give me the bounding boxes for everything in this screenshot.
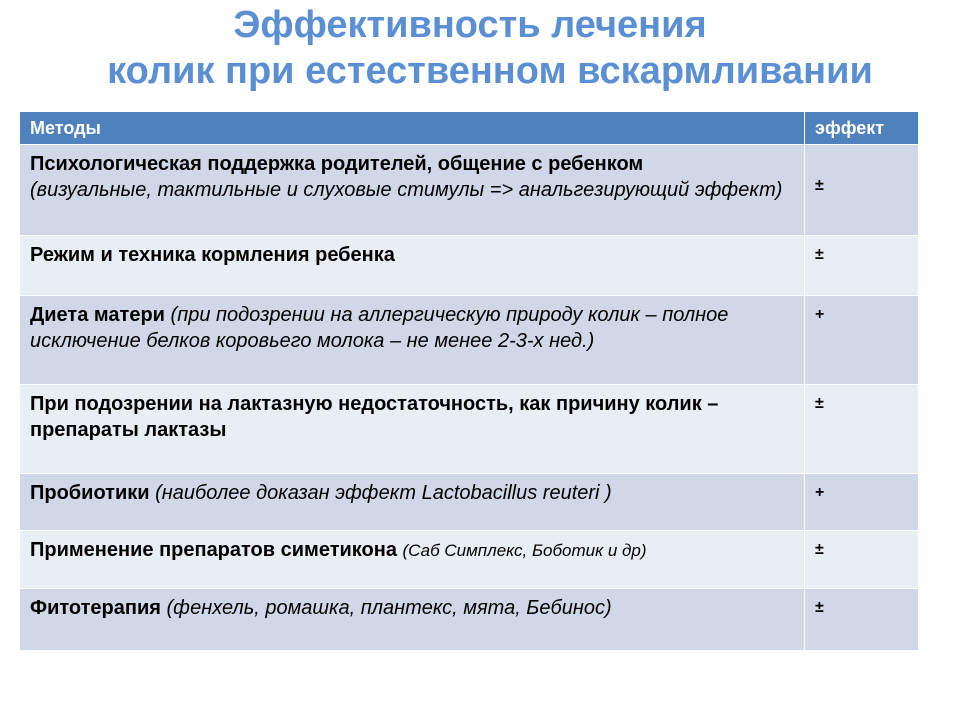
method-note: (Саб Симплекс, Боботик и др) xyxy=(402,541,647,560)
slide-title-line-1: Эффективность лечения xyxy=(233,4,707,46)
method-name: Режим и техника кормления ребенка xyxy=(30,244,395,266)
table-row xyxy=(20,474,919,531)
table-row xyxy=(20,531,919,589)
method-name: Применение препаратов симетикона xyxy=(30,539,397,561)
method-cell xyxy=(20,296,805,385)
effect-cell: ± xyxy=(805,385,919,474)
effect-cell: ± xyxy=(805,236,919,296)
table-header-row xyxy=(20,112,919,145)
header-methods: Методы xyxy=(20,112,805,145)
effect-cell: + xyxy=(805,296,919,385)
table-row xyxy=(20,589,919,651)
method-cell xyxy=(20,531,805,589)
method-cell xyxy=(20,474,805,531)
slide-title-line-2: колик при естественном вскармливании xyxy=(107,50,873,92)
effect-cell: ± xyxy=(805,589,919,651)
effect-cell: ± xyxy=(805,145,919,236)
method-cell xyxy=(20,145,805,236)
method-name: Психологическая поддержка родителей, общение с ребенком xyxy=(30,153,644,175)
method-name: Пробиотики xyxy=(30,482,150,504)
table-row xyxy=(20,385,919,474)
effect-cell: + xyxy=(805,474,919,531)
header-effect: эффект xyxy=(805,112,919,145)
method-note: (наиболее доказан эффект Lactobacillus reuteri ) xyxy=(155,482,612,504)
treatment-methods-table xyxy=(19,111,919,651)
table-row xyxy=(20,236,919,296)
method-name: При подозрении на лактазную недостаточность, как причину колик –препараты лактазы xyxy=(30,393,719,441)
method-note: (при подозрении на аллергическую природу колик – полное исключение белков коровьего молока – не менее 2-3-х нед.) xyxy=(30,304,729,352)
table-row xyxy=(20,296,919,385)
slide-title xyxy=(0,2,960,94)
method-cell xyxy=(20,589,805,651)
effect-cell: ± xyxy=(805,531,919,589)
method-note: (фенхель, ромашка, плантекс, мята, Бебинос) xyxy=(166,597,612,619)
method-name: Диета матери xyxy=(30,304,165,326)
method-note: (визуальные, тактильные и слуховые стимулы => анальгезирующий эффект) xyxy=(30,179,783,201)
method-cell xyxy=(20,236,805,296)
table-row xyxy=(20,145,919,236)
method-cell xyxy=(20,385,805,474)
method-name: Фитотерапия xyxy=(30,597,161,619)
